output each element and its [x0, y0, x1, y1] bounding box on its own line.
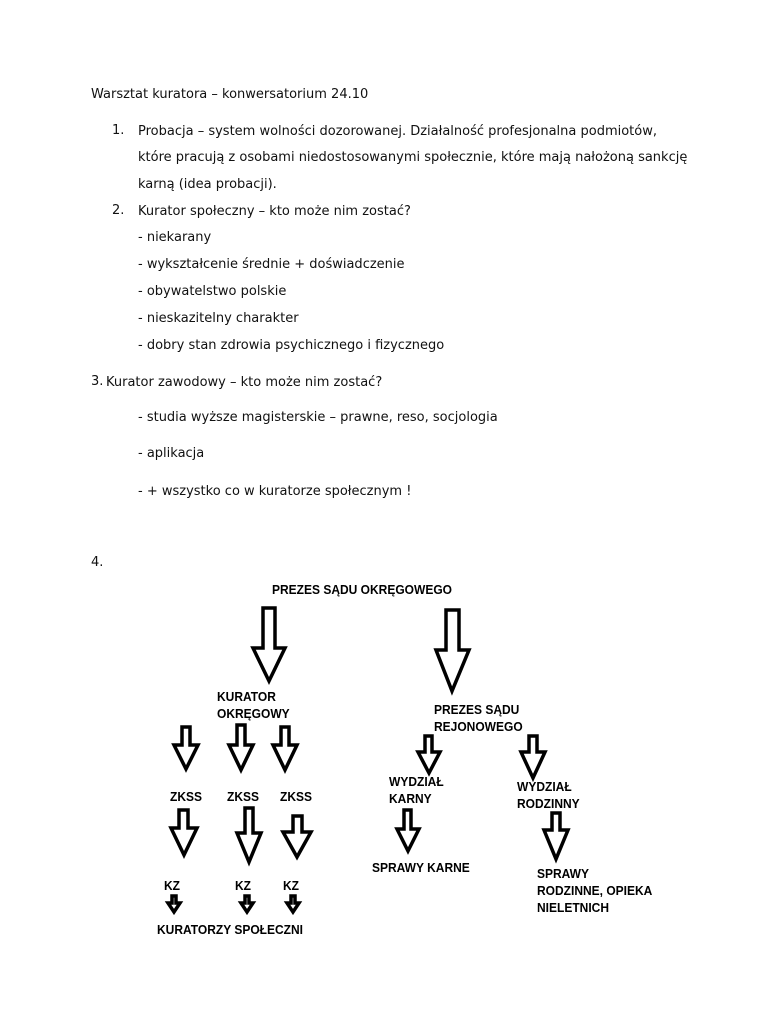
prezes-sadu-okregowego-label: PREZES SĄDU OKRĘGOWEGO: [272, 582, 453, 598]
arrow-down-icon: [397, 810, 419, 851]
sprawy-karne-label: SPRAWY KARNE: [372, 860, 470, 876]
sprawy-rodzinne-label-1: SPRAWY: [537, 866, 590, 882]
arrow-down-icon: [273, 727, 297, 770]
arrow-down-icon: [436, 610, 469, 691]
arrow-down-icon: [174, 727, 198, 769]
item-1-line-2: które pracują z osobami niedostosowanymi społecznie, które mają nałożoną sankcję: [138, 150, 688, 165]
wydzial-karny-label-2: KARNY: [389, 791, 432, 807]
arrow-down-icon: [229, 725, 253, 770]
item-2-line-1: Kurator społeczny – kto może nim zostać?: [138, 204, 411, 219]
kurator-okregowy-label-1: KURATOR: [217, 689, 276, 705]
zkss-label: ZKSS: [280, 789, 313, 805]
item-2-bullet-1: - niekarany: [138, 230, 212, 245]
arrow-down-icon: [241, 896, 253, 912]
wydzial-rodzinny-label-2: RODZINNY: [517, 796, 580, 812]
item-3-line-1: Kurator zawodowy – kto może nim zostać?: [106, 375, 383, 390]
wydzial-rodzinny-label-1: WYDZIAŁ: [517, 779, 572, 795]
item-3-bullet-1: - studia wyższe magisterskie – prawne, reso, socjologia: [138, 410, 498, 425]
kz-label: KZ: [235, 878, 251, 894]
kuratorzy-spoleczni-label: KURATORZY SPOŁECZNI: [157, 922, 304, 938]
arrow-down-icon: [168, 896, 180, 912]
item-1-number: 1.: [112, 123, 125, 138]
item-3-bullet-2: - aplikacja: [138, 446, 205, 461]
arrow-down-icon: [544, 813, 568, 859]
arrow-down-icon: [418, 736, 440, 773]
item-2-bullet-4: - nieskazitelny charakter: [138, 311, 299, 326]
item-2-bullet-5: - dobry stan zdrowia psychicznego i fizycznego: [138, 338, 445, 353]
arrow-down-icon: [521, 736, 545, 778]
item-1-line-3: karną (idea probacji).: [138, 177, 277, 192]
kz-label: KZ: [283, 878, 299, 894]
item-2-bullet-3: - obywatelstwo polskie: [138, 284, 287, 299]
arrow-down-icon: [283, 816, 311, 857]
sprawy-rodzinne-label-3: NIELETNICH: [537, 900, 609, 916]
zkss-label: ZKSS: [170, 789, 203, 805]
item-2-bullet-2: - wykształcenie średnie + doświadczenie: [138, 257, 405, 272]
zkss-label: ZKSS: [227, 789, 260, 805]
item-3-bullet-3: - + wszystko co w kuratorze społecznym !: [138, 484, 412, 499]
page-title: Warsztat kuratora – konwersatorium 24.10: [91, 87, 369, 102]
item-3-number: 3.: [91, 374, 104, 389]
item-2-number: 2.: [112, 203, 125, 218]
item-1-line-1: Probacja – system wolności dozorowanej. Działalność profesjonalna podmiotów,: [138, 124, 657, 139]
prezes-sadu-rejonowego-label-1: PREZES SĄDU: [434, 702, 520, 718]
arrow-down-icon: [287, 896, 299, 912]
wydzial-karny-label-1: WYDZIAŁ: [389, 774, 444, 790]
prezes-sadu-rejonowego-label-2: REJONOWEGO: [434, 719, 523, 735]
arrow-down-icon: [171, 810, 197, 855]
arrow-down-icon: [237, 808, 261, 862]
kz-label: KZ: [164, 878, 180, 894]
sprawy-rodzinne-label-2: RODZINNE, OPIEKA: [537, 883, 653, 899]
arrow-down-icon: [253, 608, 285, 681]
item-4-number: 4.: [91, 555, 104, 570]
kurator-okregowy-label-2: OKRĘGOWY: [217, 706, 290, 722]
